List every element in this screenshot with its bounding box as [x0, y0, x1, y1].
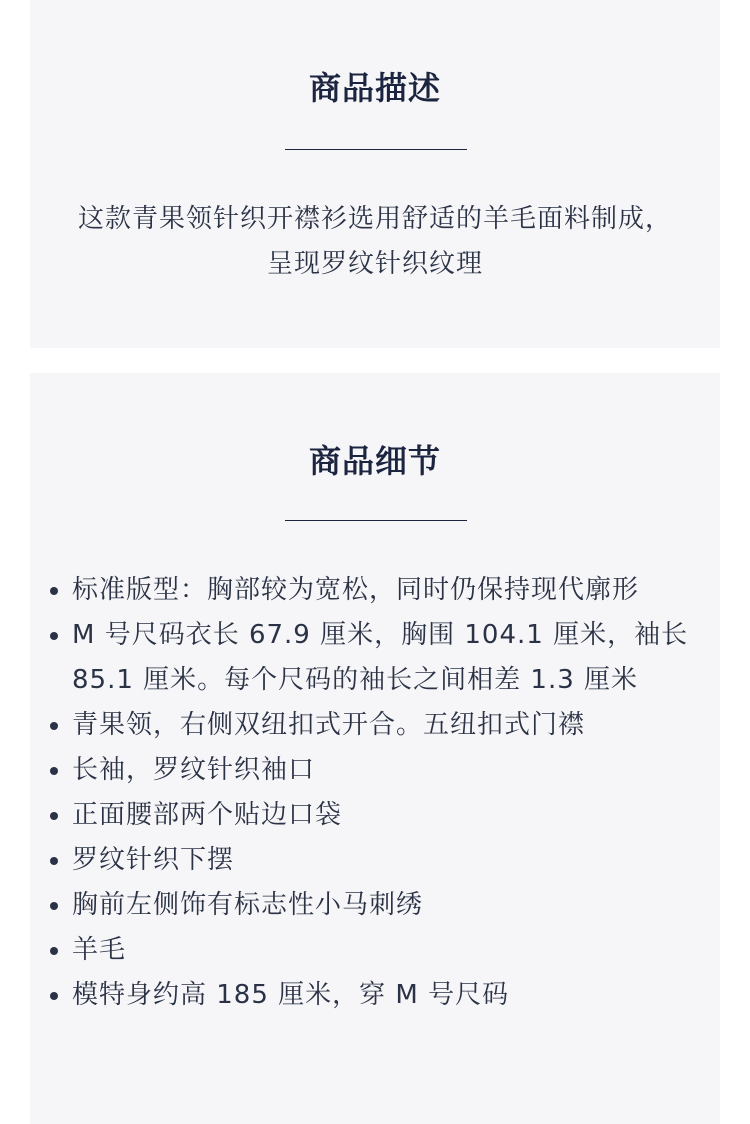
- list-item: [72, 973, 692, 1018]
- list-item: [72, 793, 692, 838]
- list-item: [72, 703, 692, 748]
- bullet-icon: [50, 902, 58, 910]
- list-item-text: 青果领，右侧双纽扣式开合。五纽扣式门襟: [72, 710, 586, 740]
- list-item-text: M 号尺码衣长 67.9 厘米，胸围 104.1 厘米，袖长 85.1 厘米。每个尺码的袖长之间相差 1.3 厘米: [72, 620, 689, 695]
- product-description-card: [30, 0, 720, 348]
- list-item-text: 羊毛: [72, 935, 127, 965]
- bullet-icon: [50, 587, 58, 595]
- list-item: [72, 838, 692, 883]
- list-item: [72, 748, 692, 793]
- list-item-text: 胸前左侧饰有标志性小马刺绣: [72, 890, 424, 920]
- title-divider: [285, 520, 467, 521]
- bullet-icon: [50, 992, 58, 1000]
- list-item-text: 模特身约高 185 厘米，穿 M 号尺码: [72, 980, 510, 1010]
- title-divider: [285, 149, 467, 150]
- list-item: [72, 928, 692, 973]
- product-details-card: [30, 373, 720, 1124]
- product-description-title: 商品描述: [308, 69, 441, 107]
- bullet-icon: [50, 767, 58, 775]
- list-item-text: 正面腰部两个贴边口袋: [72, 800, 343, 830]
- bullet-icon: [50, 857, 58, 865]
- product-description-text: 这款青果领针织开襟衫选用舒适的羊毛面料制成，呈现罗纹针织纹理: [78, 204, 673, 279]
- list-item: [72, 883, 692, 928]
- list-item: [72, 613, 692, 703]
- list-item: [72, 568, 692, 613]
- bullet-icon: [50, 812, 58, 820]
- product-details-list: [72, 568, 692, 1018]
- list-item-text: 标准版型：胸部较为宽松，同时仍保持现代廓形: [72, 575, 640, 605]
- list-item-text: 长袖，罗纹针织袖口: [72, 755, 316, 785]
- bullet-icon: [50, 632, 58, 640]
- bullet-icon: [50, 722, 58, 730]
- product-details-title: 商品细节: [308, 442, 441, 480]
- list-item-text: 罗纹针织下摆: [72, 845, 235, 875]
- bullet-icon: [50, 947, 58, 955]
